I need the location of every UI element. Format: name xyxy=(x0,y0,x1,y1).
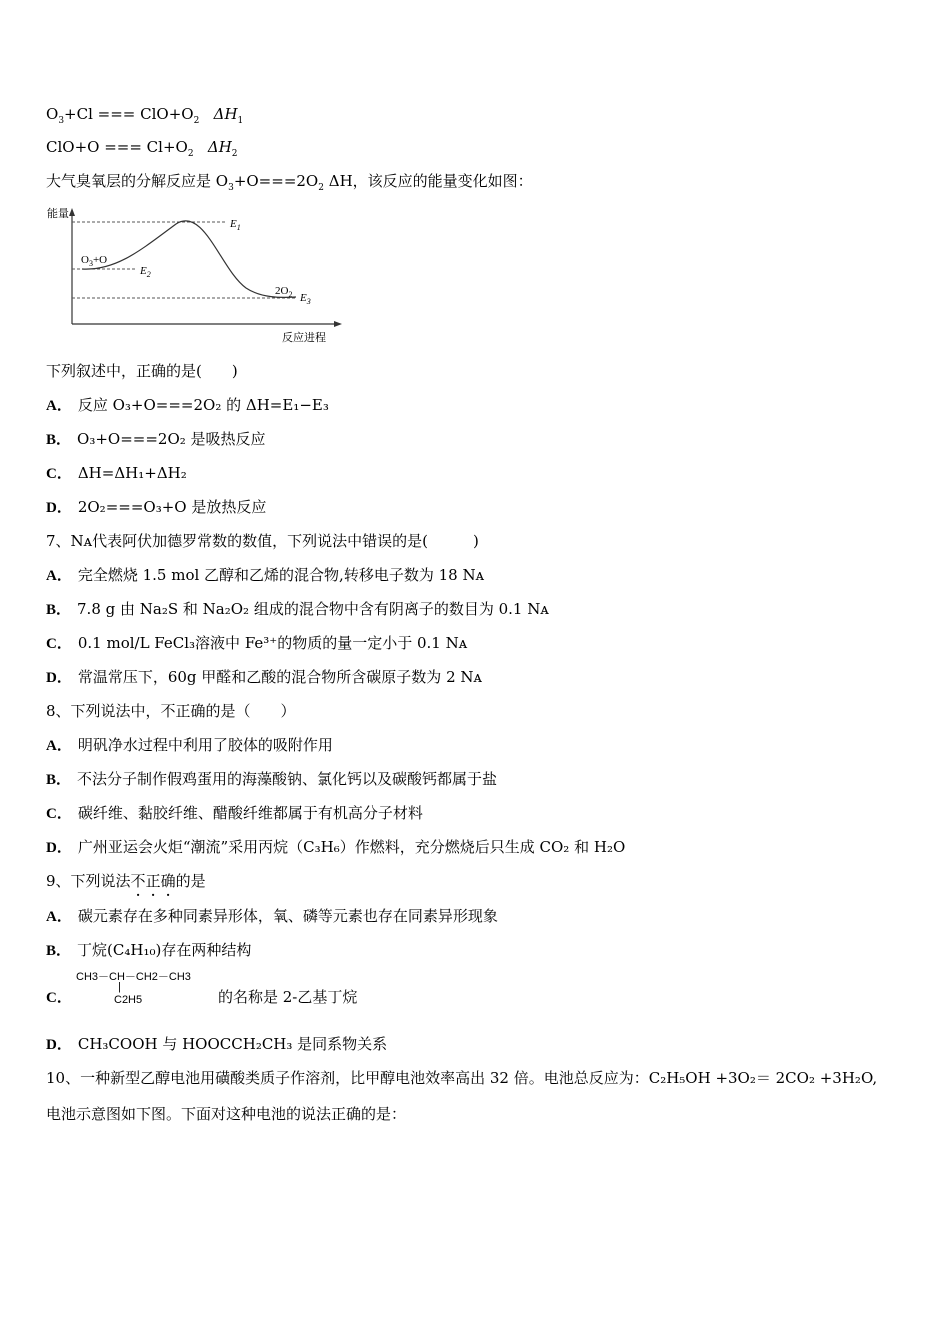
emphasis-char: 不 xyxy=(130,872,146,890)
emphasis-char: 正 xyxy=(145,872,161,890)
reactant-label: $O_3+O$ xyxy=(81,254,108,268)
energy-curve xyxy=(82,221,296,298)
q6-option-c: C． ΔH=ΔH₁+ΔH₂ xyxy=(46,464,187,482)
e2-label: $E_2$ xyxy=(140,265,151,279)
q6-option-a: A． 反应 O₃+O===2O₂ 的 ΔH=E₁−E₃ xyxy=(46,396,329,414)
q8-option-d: D． 广州亚运会火炬“潮流”采用丙烷（C₃H₆）作燃料，充分燃烧后只生成 CO₂ 和 H₂O xyxy=(46,838,626,856)
q9-option-c-label: C． xyxy=(46,990,72,1006)
q6-option-b: B． O₃+O===2O₂ 是吸热反应 xyxy=(46,430,266,448)
q7-option-a: A． 完全燃烧 1.5 mol 乙醇和乙烯的混合物,转移电子数为 18 Nᴀ xyxy=(46,566,485,584)
q8-stem: 8、下列说法中，不正确的是（ ） xyxy=(46,702,296,720)
q8-option-a: A． 明矾净水过程中利用了胶体的吸附作用 xyxy=(46,736,333,754)
q7-stem: 7、Nᴀ代表阿伏加德罗常数的数值，下列说法中错误的是( ) xyxy=(46,532,479,550)
q9-emphasis xyxy=(131,872,176,890)
intro-text: 大气臭氧层的分解反应是 $O_3+O===2O_2$ ΔH，该反应的能量变化如图： xyxy=(46,172,533,193)
formula-main-chain: CH3－CH－CH2－CH3 xyxy=(76,971,191,983)
q10-stem-line1: 10、一种新型乙醇电池用磺酸类质子作溶剂，比甲醇电池效率高出 32 倍。电池总反应为：C₂H₅OH +3O₂＝ 2CO₂ +3H₂O, xyxy=(46,1069,878,1087)
q8-option-c: C． 碳纤维、黏胶纤维、醋酸纤维都属于有机高分子材料 xyxy=(46,804,423,822)
q9-stem: 9、下列说法不正确的是 xyxy=(46,872,206,890)
formula-branch: C2H5 xyxy=(114,994,143,1006)
q6-stem: 下列叙述中，正确的是( ) xyxy=(46,362,238,380)
reaction-2: ClO+O === $Cl+O_2$ $\Delta H_2$ xyxy=(46,138,238,159)
structural-formula xyxy=(72,968,222,1012)
emphasis-char: 确 xyxy=(160,872,176,890)
q8-option-b: B． 不法分子制作假鸡蛋用的海藻酸钠、氯化钙以及碳酸钙都属于盐 xyxy=(46,770,498,788)
product-label: $2O_2$ xyxy=(275,285,293,299)
x-axis-label: 反应进程 xyxy=(282,331,326,344)
q7-option-b: B． 7.8 g 由 Na₂S 和 Na₂O₂ 组成的混合物中含有阴离子的数目为 0.1 Nᴀ xyxy=(46,600,549,618)
y-axis-label: 能量 xyxy=(47,207,69,220)
q10-stem-line2: 电池示意图如下图。下面对这种电池的说法正确的是： xyxy=(46,1105,407,1123)
x-axis-arrow xyxy=(334,321,342,327)
formula-bond: | xyxy=(118,981,121,993)
reaction-1: $O_3+Cl$ === $ClO+O_2$ $\Delta H_1$ xyxy=(46,105,244,126)
q9-option-b: B． 丁烷(C₄H₁₀)存在两种结构 xyxy=(46,941,252,959)
e3-label: $E_3$ xyxy=(300,292,311,306)
energy-diagram xyxy=(46,200,346,348)
q9-option-d: D． CH₃COOH 与 HOOCCH₂CH₃ 是同系物关系 xyxy=(46,1035,388,1053)
q7-option-c: C． 0.1 mol/L FeCl₃溶液中 Fe³⁺的物质的量一定小于 0.1 Nᴀ xyxy=(46,634,468,652)
q7-option-d: D． 常温常压下，60g 甲醛和乙酸的混合物所含碳原子数为 2 Nᴀ xyxy=(46,668,482,686)
e1-label: $E_1$ xyxy=(230,218,241,232)
q6-option-d: D． 2O₂===O₃+O 是放热反应 xyxy=(46,498,267,516)
y-axis-arrow xyxy=(69,208,75,216)
q9-option-c-text: 的名称是 2-乙基丁烷 xyxy=(218,988,358,1006)
q9-option-a: A． 碳元素存在多种同素异形体，氧、磷等元素也存在同素异形现象 xyxy=(46,907,498,925)
